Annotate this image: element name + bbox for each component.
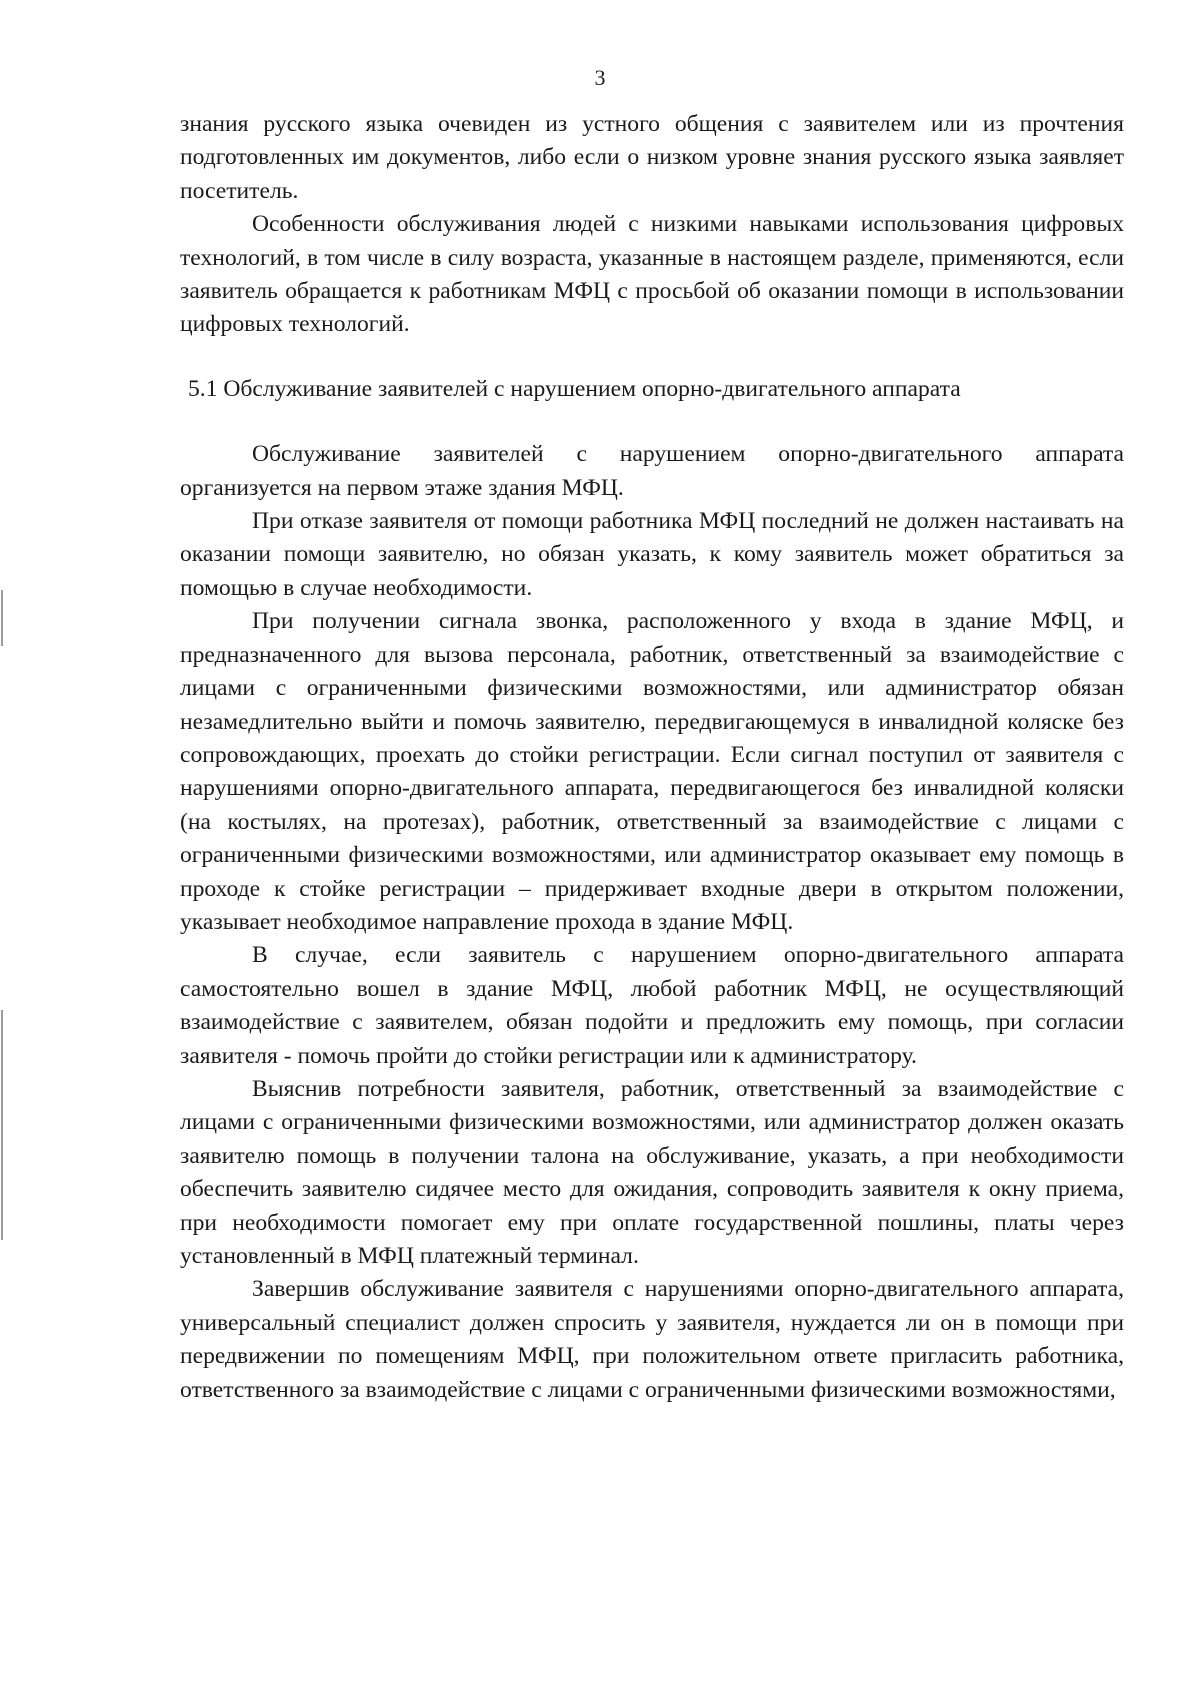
scan-edge-mark [1,590,3,646]
document-body [180,108,1124,1407]
paragraph-call-signal: При получении сигнала звонка, расположенного у входа в здание МФЦ, и предназначенного для вызова персонала, работник, ответственный за взаимодействие с лицами с ограниченными физическими возможностями, или администратор обязан незамедлительно выйти и помочь заявителю, передвигающемуся в инвалидной коляске без сопровождающих, проехать до стойки регистрации. Если сигнал поступил от заявителя с нарушениями опорно-двигательного аппарата, передвигающегося без инвалидной коляски (на костылях, на протезах), работник, ответственный за взаимодействие с лицами с ограниченными физическими возможностями, или администратор оказывает ему помощь в проходе к стойке регистрации – придерживает входные двери в открытом положении, указывает необходимое направление прохода в здание МФЦ. [180,608,1124,935]
scan-edge-mark [1,1010,3,1240]
page-number: 3 [594,65,606,90]
paragraph-service-completion: Завершив обслуживание заявителя с нарушениями опорно-двигательного аппарата, универсальный специалист должен спросить у заявителя, нуждается ли он в помощи при передвижении по помещениям МФЦ, при положительном ответе пригласить работника, ответственного за взаимодействие с лицами с ограниченными физическими возможностями, [180,1276,1124,1403]
paragraph-digital-skills: Особенности обслуживания людей с низкими навыками использования цифровых технологий, в том числе в силу возраста, указанные в настоящем разделе, применяются, если заявитель обращается к работникам МФЦ с просьбой об оказании помощи в использовании цифровых технологий. [180,211,1124,338]
paragraph-ground-floor: Обслуживание заявителей с нарушением опорно-двигательного аппарата организуется на первом этаже здания МФЦ. [180,441,1124,501]
paragraph-refusal-of-help: При отказе заявителя от помощи работника МФЦ последний не должен настаивать на оказании помощи заявителю, но обязан указать, к кому заявитель может обратиться за помощью в случае необходимости. [180,508,1124,601]
paragraph-intro-continued: знания русского языка очевиден из устного общения с заявителем или из прочтения подготовленных им документов, либо если о низком уровне знания русского языка заявляет посетитель. [180,111,1124,204]
section-heading: 5.1 Обслуживание заявителей с нарушением опорно-двигательного аппарата [188,375,961,402]
paragraph-independent-entry: В случае, если заявитель с нарушением опорно-двигательного аппарата самостоятельно вошел в здание МФЦ, любой работник МФЦ, не осуществляющий взаимодействие с заявителем, обязан подойти и предложить ему помощь, при согласии заявителя - помочь пройти до стойки регистрации или к администратору. [180,942,1124,1069]
paragraph-needs-assessment: Выяснив потребности заявителя, работник, ответственный за взаимодействие с лицами с ограниченными физическими возможностями, или администратор должен оказать заявителю помощь в получении талона на обслуживание, указать, а при необходимости обеспечить заявителю сидячее место для ожидания, сопроводить заявителя к окну приема, при необходимости помогает ему при оплате государственной пошлины, платы через установленный в МФЦ платежный терминал. [180,1075,1124,1269]
